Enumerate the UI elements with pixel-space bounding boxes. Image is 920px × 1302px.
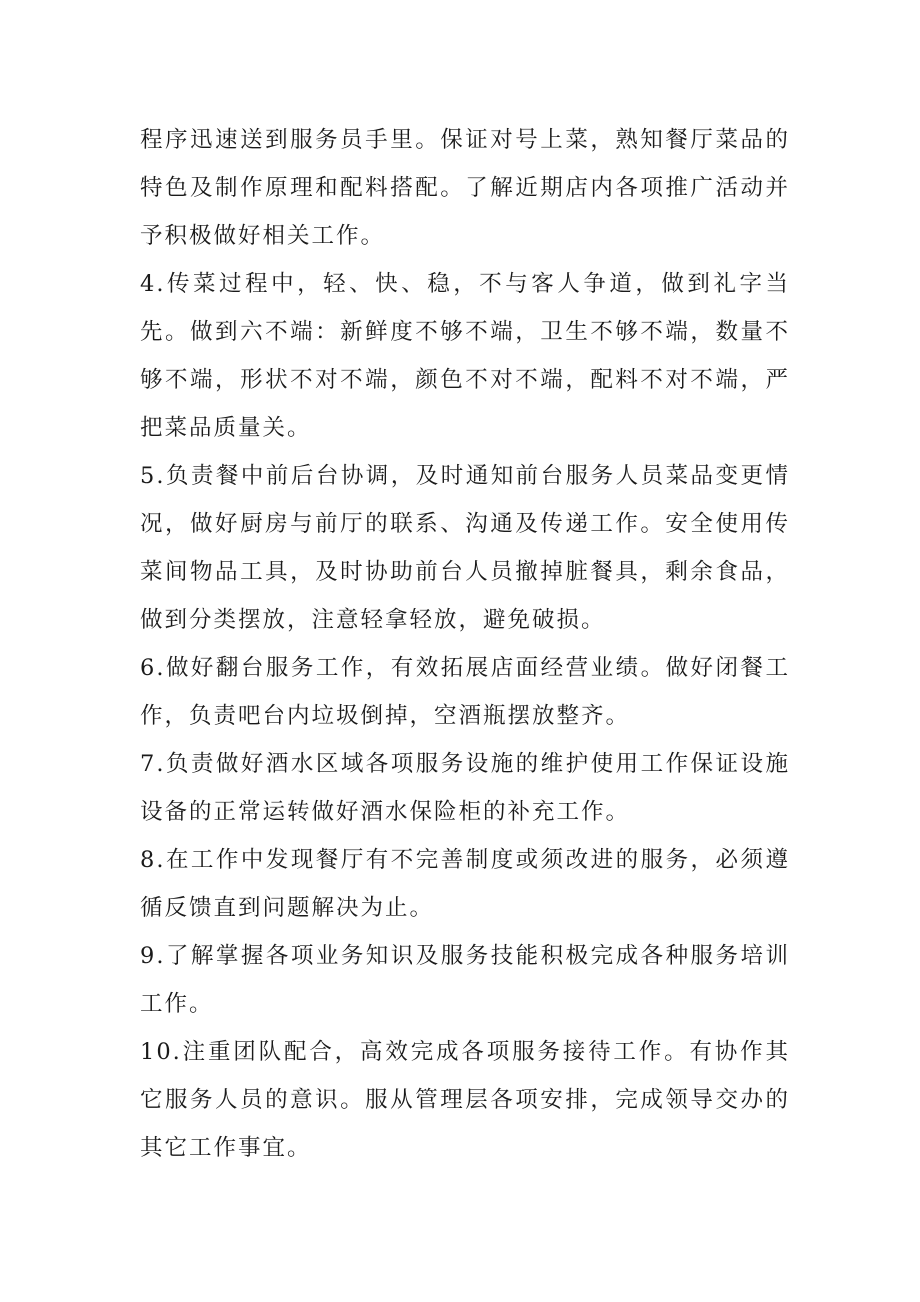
- paragraph-item-4: 4.传菜过程中，轻、快、稳，不与客人争道，做到礼字当先。做到六不端：新鲜度不够不端，卫生不够不端，数量不够不端，形状不对不端，颜色不对不端，配料不对不端，严把菜品质量关。: [140, 271, 790, 441]
- paragraph-item-9: 9.了解掌握各项业务知识及服务技能积极完成各种服务培训工作。: [140, 943, 790, 1017]
- paragraph-item-7: 7.负责做好酒水区域各项服务设施的维护使用工作保证设施设备的正常运转做好酒水保险柜的补充工作。: [140, 751, 790, 825]
- document-body: [140, 116, 790, 1172]
- paragraph-item-8: 8.在工作中发现餐厅有不完善制度或须改进的服务，必须遵循反馈直到问题解决为止。: [140, 847, 790, 921]
- paragraph-continuation: 程序迅速送到服务员手里。保证对号上菜，熟知餐厅菜品的特色及制作原理和配料搭配。了解近期店内各项推广活动并予积极做好相关工作。: [140, 127, 790, 249]
- paragraph-item-5: 5.负责餐中前后台协调，及时通知前台服务人员菜品变更情况，做好厨房与前厅的联系、沟通及传递工作。安全使用传菜间物品工具，及时协助前台人员撤掉脏餐具，剩余食品，做到分类摆放，注意轻拿轻放，避免破损。: [140, 463, 790, 633]
- paragraph-item-6: 6.做好翻台服务工作，有效拓展店面经营业绩。做好闭餐工作，负责吧台内垃圾倒掉，空酒瓶摆放整齐。: [140, 655, 790, 729]
- paragraph-item-10: 10.注重团队配合，高效完成各项服务接待工作。有协作其它服务人员的意识。服从管理层各项安排，完成领导交办的其它工作事宜。: [140, 1039, 790, 1161]
